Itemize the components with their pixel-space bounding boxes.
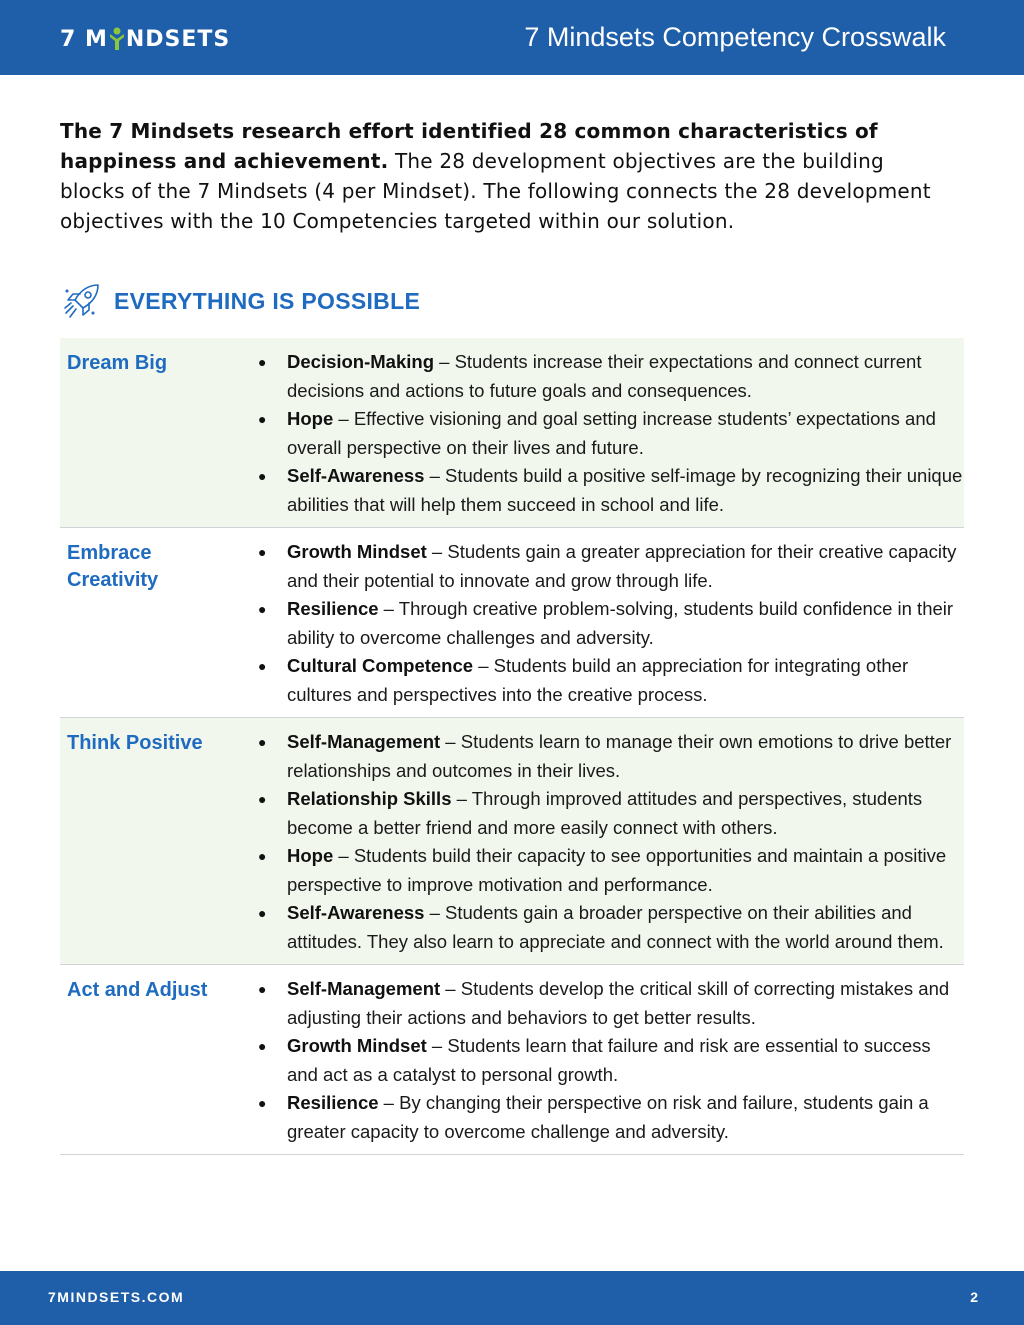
competency-term: Hope	[287, 408, 334, 429]
competency-description: – Through improved attitudes and perspectives, students become a better friend and more easily connect with others.	[287, 788, 923, 838]
row-label: Embrace Creativity	[67, 542, 159, 591]
list-item	[258, 842, 964, 899]
competency-term: Growth Mindset	[287, 1035, 427, 1056]
competency-description: – Effective visioning and goal setting increase students’ expectations and overall perspective on their lives and future.	[287, 408, 936, 458]
table-row	[60, 965, 964, 1155]
website-link[interactable]: 7MINDSETS.COM	[48, 1289, 185, 1305]
intro-paragraph	[60, 116, 940, 236]
competency-list	[240, 528, 964, 717]
intro-body: The 28 development objectives are the building blocks of the 7 Mindsets (4 per Mindset). The following connects the 28 development objectives with the 10 Competencies targeted within our solution.	[60, 149, 931, 233]
competency-term: Resilience	[287, 598, 379, 619]
competency-table	[60, 338, 964, 1155]
competency-description: – Students learn that failure and risk are essential to success and act as a catalyst to personal growth.	[287, 1035, 931, 1085]
competency-list	[240, 718, 964, 964]
page-header	[0, 0, 1024, 75]
competency-term: Self-Awareness	[287, 902, 425, 923]
section-header	[62, 280, 420, 322]
competency-term: Relationship Skills	[287, 788, 452, 809]
table-row	[60, 718, 964, 965]
list-item	[258, 652, 964, 709]
table-row	[60, 338, 964, 528]
competency-term: Decision-Making	[287, 351, 434, 372]
list-item	[258, 975, 964, 1032]
section-title: EVERYTHING IS POSSIBLE	[114, 287, 421, 314]
person-figure-icon	[109, 27, 125, 51]
rocket-icon	[62, 281, 102, 321]
competency-list	[240, 965, 964, 1154]
competency-term: Hope	[287, 845, 334, 866]
logo-text-right: NDSETS	[125, 26, 231, 52]
list-item	[258, 899, 964, 956]
list-item	[258, 728, 964, 785]
list-item	[258, 462, 964, 519]
competency-term: Self-Awareness	[287, 465, 425, 486]
competency-description: – Students gain a greater appreciation for their creative capacity and their potential to innovate and grow through life.	[287, 541, 957, 591]
competency-description: – Students build their capacity to see opportunities and maintain a positive perspective to improve motivation and performance.	[287, 845, 947, 895]
page-footer	[0, 1271, 1024, 1325]
competency-description: – Students increase their expectations and connect current decisions and actions to future goals and consequences.	[287, 351, 922, 401]
competency-description: – Through creative problem-solving, students build confidence in their ability to overcome challenges and adversity.	[287, 598, 954, 648]
competency-list	[240, 338, 964, 527]
list-item	[258, 405, 964, 462]
table-row	[60, 528, 964, 718]
list-item	[258, 348, 964, 405]
list-item	[258, 538, 964, 595]
competency-description: – Students gain a broader perspective on their abilities and attitudes. They also learn to appreciate and connect with the world around them.	[287, 902, 944, 952]
competency-term: Resilience	[287, 1092, 379, 1113]
competency-description: – Students build a positive self-image by recognizing their unique abilities that will help them succeed in school and life.	[287, 465, 963, 515]
competency-description: – Students develop the critical skill of correcting mistakes and adjusting their actions and behaviors to get better results.	[287, 978, 950, 1028]
list-item	[258, 595, 964, 652]
competency-description: – Students build an appreciation for integrating other cultures and perspectives into the creative process.	[287, 655, 909, 705]
row-label: Think Positive	[67, 732, 203, 754]
page-number: 2	[970, 1289, 978, 1305]
competency-description: – Students learn to manage their own emotions to drive better relationships and outcomes in their lives.	[287, 731, 952, 781]
row-label: Act and Adjust	[67, 979, 208, 1001]
competency-description: – By changing their perspective on risk and failure, students gain a greater capacity to overcome challenge and adversity.	[287, 1092, 929, 1142]
logo-text-left: 7 M	[60, 26, 108, 52]
list-item	[258, 1089, 964, 1146]
competency-term: Self-Management	[287, 978, 441, 999]
document-title: 7 Mindsets Competency Crosswalk	[524, 22, 946, 52]
competency-term: Self-Management	[287, 731, 441, 752]
competency-term: Cultural Competence	[287, 655, 474, 676]
list-item	[258, 1032, 964, 1089]
row-label: Dream Big	[67, 352, 168, 374]
list-item	[258, 785, 964, 842]
brand-logo	[60, 26, 230, 52]
intro-bold-lead: The 7 Mindsets research effort identified 28 common characteristics of happiness and achievement.	[60, 119, 878, 173]
competency-term: Growth Mindset	[287, 541, 427, 562]
